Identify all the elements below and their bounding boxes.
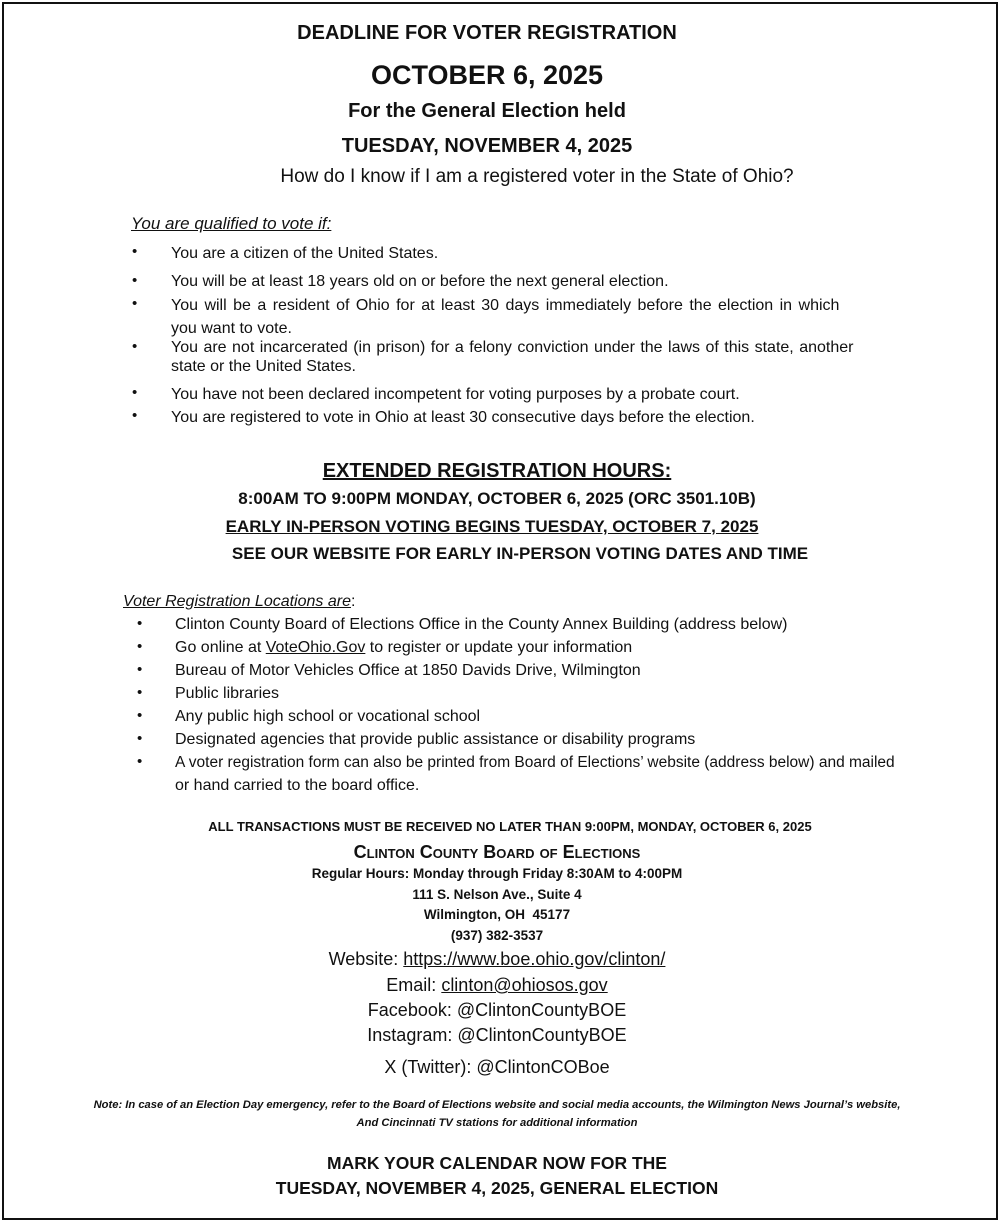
deadline-heading: DEADLINE FOR VOTER REGISTRATION xyxy=(297,22,677,44)
qualified-item-continued: you want to vote. xyxy=(171,320,292,337)
board-name: Clinton County Board of Elections xyxy=(353,842,641,862)
deadline-date: OCTOBER 6, 2025 xyxy=(370,60,604,90)
location-item: Bureau of Motor Vehicles Office at 1850 Davids Drive, Wilmington xyxy=(175,662,641,679)
location-item-text: Go online at xyxy=(175,639,266,656)
board-twitter: X (Twitter): @ClintonCOBoe xyxy=(384,1057,610,1077)
board-address-line1: 111 S. Nelson Ave., Suite 4 xyxy=(412,887,582,902)
qualified-heading: You are qualified to vote if: xyxy=(131,214,332,233)
locations-heading-text: Voter Registration Locations are xyxy=(123,593,351,610)
bullet-icon: • xyxy=(132,407,138,424)
board-hours: Regular Hours: Monday through Friday 8:30AM to 4:00PM xyxy=(311,866,683,881)
extended-hours-heading: EXTENDED REGISTRATION HOURS: xyxy=(322,460,672,482)
email-label: Email: xyxy=(386,975,442,995)
location-item: Any public high school or vocational school xyxy=(175,708,481,725)
qualified-item: You will be a resident of Ohio for at least 30 days immediately before the election in which xyxy=(171,297,840,314)
qualified-item-continued: state or the United States. xyxy=(171,358,356,375)
locations-heading-colon: : xyxy=(350,593,356,610)
emergency-note-line2: And Cincinnati TV stations for additional information xyxy=(356,1117,638,1129)
location-item-continued: or hand carried to the board office. xyxy=(175,777,420,794)
footer-line2: TUESDAY, NOVEMBER 4, 2025, GENERAL ELECTION xyxy=(275,1178,719,1198)
transactions-deadline: ALL TRANSACTIONS MUST BE RECEIVED NO LATER THAN 9:00PM, MONDAY, OCTOBER 6, 2025 xyxy=(208,819,812,834)
bullet-icon: • xyxy=(137,707,143,724)
qualified-item: You are a citizen of the United States. xyxy=(171,245,439,262)
bullet-icon: • xyxy=(132,384,138,401)
board-address-line2: Wilmington, OH 45177 xyxy=(423,907,571,922)
website-label: Website: xyxy=(328,949,404,969)
location-item: Designated agencies that provide public assistance or disability programs xyxy=(175,731,696,748)
qualified-item: You have not been declared incompetent for voting purposes by a probate court. xyxy=(171,386,740,403)
location-item-text: to register or update your information xyxy=(365,639,633,656)
locations-heading xyxy=(123,593,355,611)
emergency-note-line1: Note: In case of an Election Day emergency, refer to the Board of Elections website and social media accounts, the Wilmington News Journal’s website, xyxy=(93,1099,901,1111)
bullet-icon: • xyxy=(137,615,143,632)
voteohio-link[interactable]: VoteOhio.Gov xyxy=(265,639,366,656)
bullet-icon: • xyxy=(132,272,138,289)
bullet-icon: • xyxy=(137,684,143,701)
board-email xyxy=(0,975,995,996)
board-phone: (937) 382-3537 xyxy=(450,928,544,943)
bullet-icon: • xyxy=(132,338,138,355)
location-item: Public libraries xyxy=(175,685,280,702)
qualified-item: You are registered to vote in Ohio at least 30 consecutive days before the election. xyxy=(171,409,755,426)
board-facebook: Facebook: @ClintonCountyBOE xyxy=(367,1000,627,1020)
bullet-icon: • xyxy=(137,730,143,747)
bullet-icon: • xyxy=(132,295,138,312)
website-link[interactable]: https://www.boe.ohio.gov/clinton/ xyxy=(403,949,666,969)
bullet-icon: • xyxy=(132,243,138,260)
qualified-item: You will be at least 18 years old on or before the next general election. xyxy=(171,273,669,290)
election-date: TUESDAY, NOVEMBER 4, 2025 xyxy=(341,135,633,157)
location-item: A voter registration form can also be printed from Board of Elections’ website (address below) and mailed xyxy=(175,754,895,771)
board-instagram: Instagram: @ClintonCountyBOE xyxy=(367,1025,627,1045)
footer-line1: MARK YOUR CALENDAR NOW FOR THE xyxy=(327,1153,667,1173)
board-website xyxy=(0,949,995,970)
bullet-icon: • xyxy=(137,661,143,678)
early-voting-website-note: SEE OUR WEBSITE FOR EARLY IN-PERSON VOTING DATES AND TIME xyxy=(231,544,809,563)
voter-registration-notice xyxy=(2,2,998,1220)
bullet-icon: • xyxy=(137,753,143,770)
email-link[interactable]: clinton@ohiosos.gov xyxy=(441,975,608,995)
bullet-icon: • xyxy=(137,638,143,655)
registered-question: How do I know if I am a registered voter in the State of Ohio? xyxy=(280,166,794,187)
qualified-item: You are not incarcerated (in prison) for a felony conviction under the laws of this state, another xyxy=(171,339,854,356)
location-item xyxy=(175,638,632,657)
early-voting-start: EARLY IN-PERSON VOTING BEGINS TUESDAY, OCTOBER 7, 2025 xyxy=(225,517,759,536)
extended-hours-time: 8:00AM TO 9:00PM MONDAY, OCTOBER 6, 2025 (ORC 3501.10B) xyxy=(238,489,756,508)
location-item: Clinton County Board of Elections Office in the County Annex Building (address below) xyxy=(175,616,788,633)
election-subtitle: For the General Election held xyxy=(348,100,626,122)
